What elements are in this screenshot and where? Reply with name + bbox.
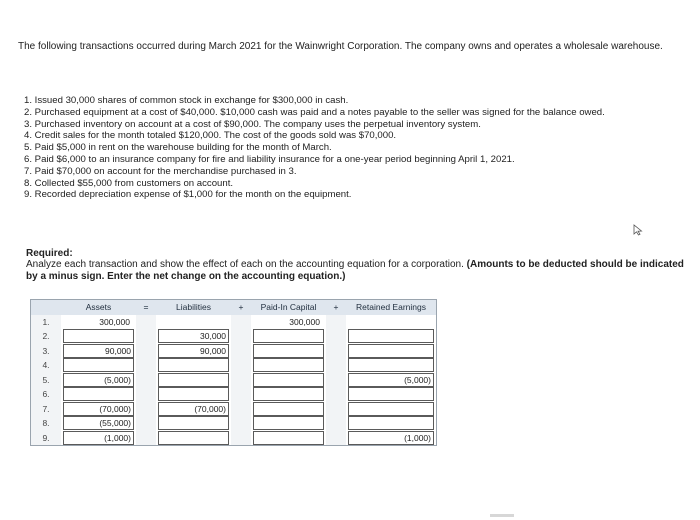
assets-input[interactable] xyxy=(63,387,134,401)
retained-earnings-input[interactable]: (5,000) xyxy=(348,373,434,387)
transaction-item: 4. Credit sales for the month totaled $120,000. The cost of the goods sold was $70,000. xyxy=(24,130,397,142)
paid-in-capital-input[interactable] xyxy=(253,387,324,401)
table-row xyxy=(31,344,437,359)
paid-in-capital-input[interactable] xyxy=(253,416,324,430)
retained-earnings-header: Retained Earnings xyxy=(346,300,437,315)
retained-earnings-cell xyxy=(348,316,434,328)
retained-earnings-input[interactable] xyxy=(348,329,434,343)
liabilities-input[interactable] xyxy=(158,358,229,372)
table-row xyxy=(31,416,437,431)
assets-cell: 300,000 xyxy=(99,316,130,327)
liabilities-input[interactable]: 30,000 xyxy=(158,329,229,343)
transaction-item: 7. Paid $70,000 on account for the merchandise purchased in 3. xyxy=(24,165,297,177)
table-row xyxy=(31,329,437,344)
divider xyxy=(490,514,514,517)
retained-earnings-input[interactable] xyxy=(348,358,434,372)
transaction-item: 1. Issued 30,000 shares of common stock in exchange for $300,000 in cash. xyxy=(24,95,349,106)
row-number: 7. xyxy=(31,402,62,417)
assets-input[interactable] xyxy=(63,329,134,343)
table-row xyxy=(31,358,437,373)
liabilities-header: Liabilities xyxy=(156,300,231,315)
row-number-header xyxy=(31,300,62,315)
assets-input[interactable]: 90,000 xyxy=(63,344,134,358)
table-row xyxy=(31,315,437,330)
assets-input[interactable]: (1,000) xyxy=(63,431,134,445)
plus-sign: + xyxy=(326,300,346,315)
row-number: 9. xyxy=(31,431,62,446)
assets-input[interactable]: (70,000) xyxy=(63,402,134,416)
instructions-text: Analyze each transaction and show the effect of each on the accounting equation for a corporation. xyxy=(26,259,464,270)
accounting-equation-table xyxy=(30,299,437,446)
paid-in-capital-input[interactable] xyxy=(253,402,324,416)
transaction-item: 2. Purchased equipment at a cost of $40,000. $10,000 cash was paid and a notes payable to the seller was signed for the balance owed. xyxy=(24,106,605,118)
liabilities-cell xyxy=(158,316,229,328)
table-row xyxy=(31,373,437,388)
paid-in-capital-input[interactable] xyxy=(253,329,324,343)
instructions-bold-text: (Amounts to be deducted should be indicated by a minus sign. Enter the net change on the accounting equation.) xyxy=(26,259,684,282)
equals-sign: = xyxy=(136,300,156,315)
table-header-row xyxy=(31,300,437,315)
paid-in-capital-cell: 300,000 xyxy=(289,316,320,327)
retained-earnings-input[interactable] xyxy=(348,344,434,358)
paid-in-capital-input[interactable] xyxy=(253,373,324,387)
paid-in-capital-input[interactable] xyxy=(253,358,324,372)
assets-input[interactable] xyxy=(63,358,134,372)
transaction-item: 5. Paid $5,000 in rent on the warehouse building for the month of March. xyxy=(24,142,332,154)
row-number: 1. xyxy=(31,315,62,330)
transaction-item: 6. Paid $6,000 to an insurance company for fire and liability insurance for a one-year period beginning April 1, 2021. xyxy=(24,153,515,165)
paid-in-capital-input[interactable] xyxy=(253,344,324,358)
liabilities-input[interactable]: (70,000) xyxy=(158,402,229,416)
table-row xyxy=(31,387,437,402)
row-number: 8. xyxy=(31,416,62,431)
transaction-item: 9. Recorded depreciation expense of $1,000 for the month on the equipment. xyxy=(24,189,352,201)
intro-text: The following transactions occurred during March 2021 for the Wainwright Corporation. The company owns and operates a wholesale warehouse. xyxy=(18,41,663,52)
liabilities-input[interactable] xyxy=(158,373,229,387)
row-number: 4. xyxy=(31,358,62,373)
transaction-item: 3. Purchased inventory on account at a cost of $90,000. The company uses the perpetual inventory system. xyxy=(24,118,481,130)
retained-earnings-input[interactable]: (1,000) xyxy=(348,431,434,445)
liabilities-input[interactable] xyxy=(158,431,229,445)
row-number: 3. xyxy=(31,344,62,359)
required-instructions xyxy=(26,259,690,283)
table-row xyxy=(31,431,437,446)
liabilities-input[interactable] xyxy=(158,387,229,401)
retained-earnings-input[interactable] xyxy=(348,387,434,401)
assets-input[interactable]: (5,000) xyxy=(63,373,134,387)
row-number: 5. xyxy=(31,373,62,388)
assets-header: Assets xyxy=(61,300,136,315)
table-row xyxy=(31,402,437,417)
liabilities-input[interactable] xyxy=(158,416,229,430)
transaction-list xyxy=(24,95,690,201)
plus-sign: + xyxy=(231,300,251,315)
assets-input[interactable]: (55,000) xyxy=(63,416,134,430)
paid-in-capital-input[interactable] xyxy=(253,431,324,445)
retained-earnings-input[interactable] xyxy=(348,402,434,416)
mouse-pointer-icon xyxy=(632,224,644,236)
transaction-item: 8. Collected $55,000 from customers on account. xyxy=(24,177,234,189)
retained-earnings-input[interactable] xyxy=(348,416,434,430)
paid-in-capital-header: Paid-In Capital xyxy=(251,300,326,315)
row-number: 6. xyxy=(31,387,62,402)
required-heading: Required: xyxy=(26,248,73,259)
row-number: 2. xyxy=(31,329,62,344)
liabilities-input[interactable]: 90,000 xyxy=(158,344,229,358)
